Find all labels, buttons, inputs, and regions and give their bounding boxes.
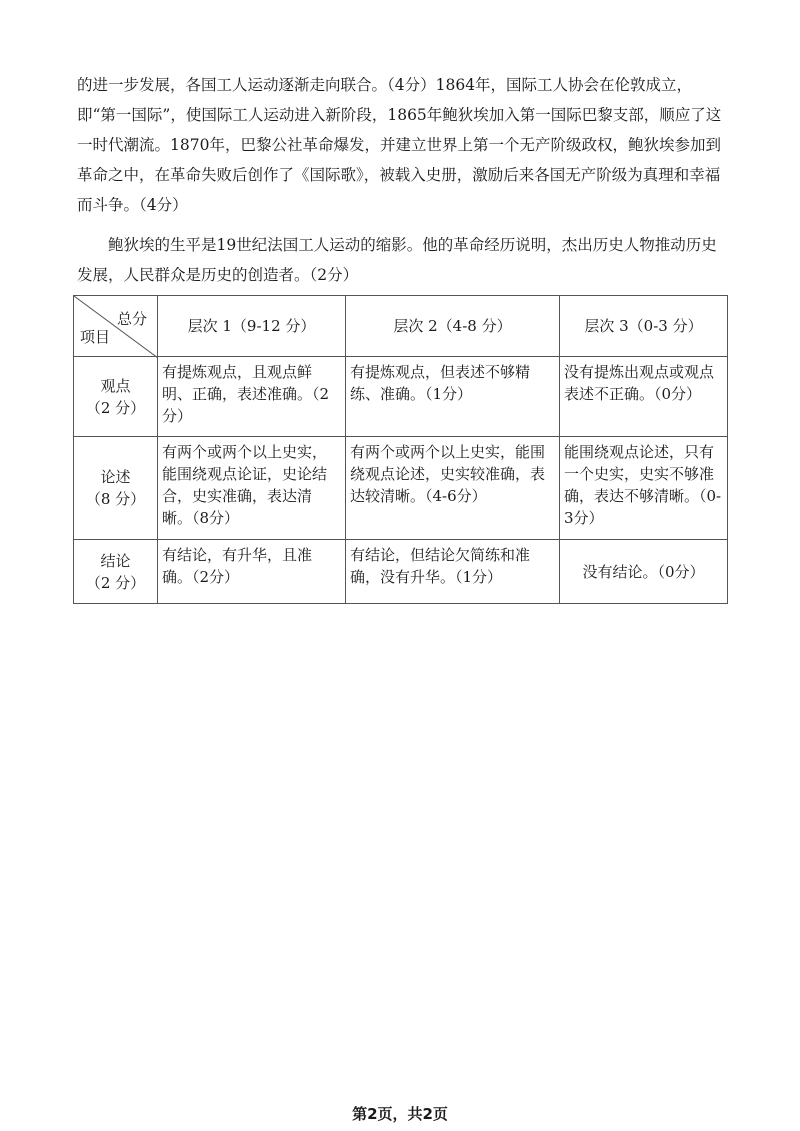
table-header-row [74,296,728,357]
level-3-cell: 能围绕观点论述，只有一个史实，史实不够准确，表达不够清晰。（0-3分） [560,437,728,540]
level-1-header: 层次 1（9-12 分） [158,296,346,357]
page-footer: 第2页，共2页 [352,1105,448,1123]
table-row [74,540,728,604]
corner-label-item: 项目 [80,328,111,346]
item-score: （8 分） [85,490,146,508]
item-cell [74,357,158,437]
level-2-header: 层次 2（4-8 分） [346,296,560,357]
grading-table [73,295,728,604]
item-cell [74,540,158,604]
corner-cell [74,296,158,357]
level-3-cell: 没有结论。（0分） [560,540,728,604]
item-name: 结论 [100,551,131,570]
level-3-cell: 没有提炼出观点或观点表述不正确。（0分） [560,357,728,437]
answer-paragraph-2: 鲍狄埃的生平是19世纪法国工人运动的缩影。他的革命经历说明，杰出历史人物推动历史发展，人民群众是历史的创造者。（2分） [77,236,717,284]
level-3-header: 层次 3（0-3 分） [560,296,728,357]
level-1-cell: 有结论，有升华，且准确。（2分） [158,540,346,604]
level-2-cell: 有结论，但结论欠简练和准确，没有升华。（1分） [346,540,560,604]
answer-paragraph-1: 的进一步发展，各国工人运动逐渐走向联合。（4分）1864年，国际工人协会在伦敦成立，即“第一国际”，使国际工人运动进入新阶段，1865年鲍狄埃加入第一国际巴黎支部，顺应了这一时代潮流。1870年，巴黎公社革命爆发，并建立世界上第一个无产阶级政权，鲍狄埃参加到革命之中，在革命失败后创作了《国际歌》，被载入史册，激励后来各国无产阶级为真理和幸福而斗争。（4分） [77,76,722,214]
item-score: （2 分） [85,398,146,417]
corner-label-total: 总分 [116,310,147,328]
level-1-cell: 有两个或两个以上史实，能围绕观点论证，史论结合，史实准确，表达清晰。（8分） [158,437,346,540]
table-row [74,357,728,437]
item-name: 论述 [100,468,131,486]
level-1-cell: 有提炼观点，且观点鲜明、正确，表述准确。（2分） [158,357,346,437]
item-name: 观点 [100,376,131,395]
level-2-cell: 有提炼观点，但表述不够精练、准确。（1分） [346,357,560,437]
item-cell [74,437,158,540]
item-score: （2 分） [85,573,146,592]
table-row [74,437,728,540]
level-2-cell: 有两个或两个以上史实，能围绕观点论述，史实较准确，表达较清晰。（4-6分） [346,437,560,540]
